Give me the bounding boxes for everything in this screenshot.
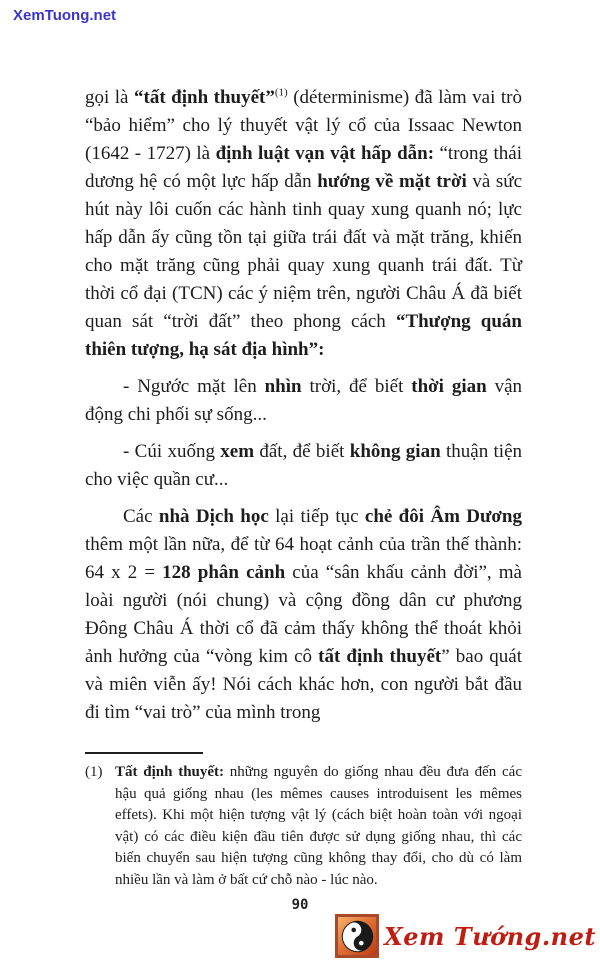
text-run: vận động chi phối sự sống... <box>85 376 523 425</box>
text-run: chẻ đôi Âm Dương <box>364 506 522 527</box>
text-run: thời gian <box>411 376 487 397</box>
text-run: và sức hút này lôi cuốn các hành tinh quay xung quanh nó; lực hấp dẫn ấy cũng tồn tại giữa trái đất và mặt trăng, khiến cho mặt trăng cũng phải quay xung quanh trái đất. Từ thời cổ đại (TCN) các ý niệm trên, người Châu Á đã biết quan sát “trời đất” theo phong cách <box>85 171 523 332</box>
page-number: 90 <box>291 897 309 913</box>
text-run: “Thượng quán thiên tượng, hạ sát địa hình”: <box>85 311 522 360</box>
text-run: không gian <box>349 441 441 462</box>
text-run: nhìn <box>264 376 302 397</box>
text-run: (1) <box>274 86 288 99</box>
text-run: (déterminisme) đã làm vai trò “bảo hiểm” cho lý thuyết vật lý cổ của Issaac Newton (1642 - 1727) là <box>85 87 522 164</box>
main-text <box>85 84 522 727</box>
text-run: thêm một lần nữa, để từ 64 hoạt cảnh của trần thế thành: 64 x 2 = <box>85 534 522 583</box>
text-run: 128 phân cảnh <box>162 562 286 583</box>
text-run: “tất định thuyết” <box>134 87 275 108</box>
footnote-separator <box>85 752 203 754</box>
text-run: - Cúi xuống <box>123 441 221 462</box>
logo-text: Xem Tướng.net <box>384 921 596 951</box>
text-run: “trong thái dương hệ có một lực hấp dẫn <box>85 143 522 192</box>
footnote-marker: (1) <box>85 764 103 780</box>
text-run: xem <box>220 441 255 462</box>
footnote-body <box>115 764 522 888</box>
text-run: định luật vạn vật hấp dẫn: <box>215 143 435 164</box>
text-run: Tất định thuyết: <box>115 764 225 780</box>
text-run: trời, để biết <box>301 376 412 397</box>
footnote <box>85 752 522 891</box>
text-run: của “sân khấu cảnh đời”, mà loài người (nói chung) và cộng đồng dân cư phương Đông Châu Á thời cổ đã cảm thấy không thể thoát khỏi ảnh hưởng của “vòng kim cô <box>85 562 522 667</box>
text-run: thuận tiện cho việc quần cư... <box>85 441 523 490</box>
site-watermark-link[interactable]: XemTuong.net <box>13 7 117 24</box>
text-run: những nguyên do giống nhau đều đưa đến các hậu quả giống nhau (les mêmes causes introduisent les mêmes effets). Khi một hiện tượng vật lý (cách biệt hoàn toàn với ngoại vật) có các điều kiện đầu tiên được sử dụng giống nhau, thì các biến chuyển sau hiện tượng cũng không thay đổi, cho dù có làm nhiều lần và làm ở bất cứ chỗ nào - lúc nào. <box>115 764 522 888</box>
text-run: Các <box>123 506 159 527</box>
text-run: đất, để biết <box>254 441 350 462</box>
text-run: gọi là <box>85 87 134 108</box>
text-run: - Ngước mặt lên <box>123 376 265 397</box>
paragraph-4 <box>85 503 522 727</box>
text-run: lại tiếp tục <box>268 506 365 527</box>
paragraph-1 <box>85 84 522 364</box>
paragraph-2 <box>85 373 522 429</box>
text-run: ” bao quát và miên viễn ấy! Nói cách khác hơn, con người bắt đầu đi tìm “vai trò” của mình trong <box>85 646 523 723</box>
paragraph-3 <box>85 438 522 494</box>
text-run: nhà Dịch học <box>158 506 269 527</box>
yin-yang-icon <box>335 914 379 958</box>
footer-logo-link[interactable] <box>335 914 596 958</box>
text-run: tất định thuyết <box>318 646 442 667</box>
footnote-text <box>85 762 522 891</box>
text-run: hướng về mặt trời <box>317 171 467 192</box>
